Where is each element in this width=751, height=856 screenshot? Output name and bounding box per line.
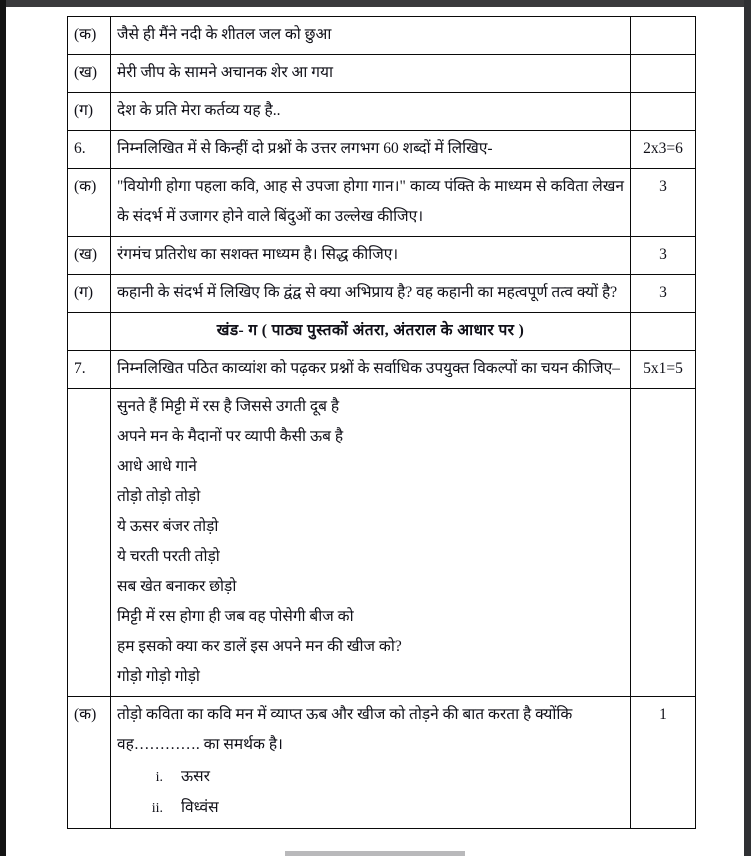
option-label: ऊसर bbox=[181, 768, 210, 785]
row-text: मेरी जीप के सामने अचानक शेर आ गया bbox=[111, 55, 631, 93]
question-marks: 5x1=5 bbox=[631, 351, 696, 389]
table-row bbox=[68, 237, 696, 275]
option-item[interactable] bbox=[117, 762, 624, 793]
row-marks: 3 bbox=[631, 169, 696, 237]
poem-line: ये ऊसर बंजर तोड़ो bbox=[117, 518, 219, 535]
section-marks bbox=[631, 313, 696, 351]
question-text-with-options bbox=[111, 697, 631, 829]
option-numeral: ii. bbox=[151, 801, 163, 816]
table-row bbox=[68, 275, 696, 313]
poem-line: गोड़ो गोड़ो गोड़ो bbox=[117, 668, 200, 685]
table-row bbox=[68, 169, 696, 237]
option-list bbox=[117, 762, 624, 824]
option-numeral: i. bbox=[155, 770, 163, 785]
question-text: निम्नलिखित पठित काव्यांश को पढ़कर प्रश्नों के सर्वाधिक उपयुक्त विकल्पों का चयन कीजिए– bbox=[111, 351, 631, 389]
poem-line: सुनते हैं मिट्टी में रस है जिससे उगती दूब है bbox=[117, 398, 340, 415]
table-row bbox=[68, 55, 696, 93]
row-label: (क) bbox=[68, 697, 111, 829]
scanner-right-edge bbox=[744, 0, 751, 856]
question-marks: 2x3=6 bbox=[631, 131, 696, 169]
question-paper-table bbox=[67, 16, 696, 829]
question-number: 7. bbox=[68, 351, 111, 389]
row-label: (ख) bbox=[68, 55, 111, 93]
row-text: कहानी के संदर्भ में लिखिए कि द्वंद्व से क्या अभिप्राय है? वह कहानी का महत्वपूर्ण तत्व क्यों है? bbox=[111, 275, 631, 313]
row-marks: 3 bbox=[631, 275, 696, 313]
table-row-question-7 bbox=[68, 351, 696, 389]
row-marks: 1 bbox=[631, 697, 696, 829]
question-number: 6. bbox=[68, 131, 111, 169]
poem-line: तोड़ो तोड़ो तोड़ो bbox=[117, 488, 201, 505]
row-label: (क) bbox=[68, 17, 111, 55]
row-marks bbox=[631, 93, 696, 131]
section-label bbox=[68, 313, 111, 351]
option-item[interactable] bbox=[117, 793, 624, 824]
scanner-bottom-edge bbox=[285, 851, 465, 856]
poem-marks bbox=[631, 389, 696, 697]
question-text: निम्नलिखित में से किन्हीं दो प्रश्नों के उत्तर लगभग 60 शब्दों में लिखिए- bbox=[111, 131, 631, 169]
document-page bbox=[6, 7, 744, 852]
row-text: "वियोगी होगा पहला कवि, आह से उपजा होगा गान।" काव्य पंक्ति के माध्यम से कविता लेखन के संदर्भ में उजागर होने वाले बिंदुओं का उल्लेख कीजिए। bbox=[111, 169, 631, 237]
poem-label bbox=[68, 389, 111, 697]
poem-line: आधे आधे गाने bbox=[117, 458, 197, 475]
poem-row bbox=[68, 389, 696, 697]
row-text: जैसे ही मैंने नदी के शीतल जल को छुआ bbox=[111, 17, 631, 55]
section-header-row bbox=[68, 313, 696, 351]
row-marks: 3 bbox=[631, 237, 696, 275]
poem-line: ये चरती परती तोड़ो bbox=[117, 548, 220, 565]
row-text: रंगमंच प्रतिरोध का सशक्त माध्यम है। सिद्ध कीजिए। bbox=[111, 237, 631, 275]
poem-line: मिट्टी में रस होगा ही जब वह पोसेगी बीज को bbox=[117, 608, 354, 625]
row-label: (ग) bbox=[68, 275, 111, 313]
question-stem: तोड़ो कविता का कवि मन में व्याप्त ऊब और खीज को तोड़ने की बात करता है क्योंकि वह…………. का समर्थक है। bbox=[117, 706, 573, 753]
table-row-question-7a bbox=[68, 697, 696, 829]
row-marks bbox=[631, 55, 696, 93]
section-title: खंड- ग ( पाठ्य पुस्तकों अंतरा, अंतराल के आधार पर ) bbox=[111, 313, 631, 351]
row-marks bbox=[631, 17, 696, 55]
option-label: विध्वंस bbox=[181, 799, 219, 816]
poem-line: अपने मन के मैदानों पर व्यापी कैसी ऊब है bbox=[117, 428, 344, 445]
poem-passage bbox=[111, 389, 631, 697]
table-row bbox=[68, 93, 696, 131]
row-text: देश के प्रति मेरा कर्तव्य यह है.. bbox=[111, 93, 631, 131]
scanner-top-edge bbox=[0, 0, 751, 7]
row-label: (क) bbox=[68, 169, 111, 237]
poem-line: हम इसको क्या कर डालें इस अपने मन की खीज को? bbox=[117, 638, 402, 655]
poem-line: सब खेत बनाकर छोड़ो bbox=[117, 578, 237, 595]
table-row-question-6 bbox=[68, 131, 696, 169]
row-label: (ग) bbox=[68, 93, 111, 131]
table-row bbox=[68, 17, 696, 55]
row-label: (ख) bbox=[68, 237, 111, 275]
